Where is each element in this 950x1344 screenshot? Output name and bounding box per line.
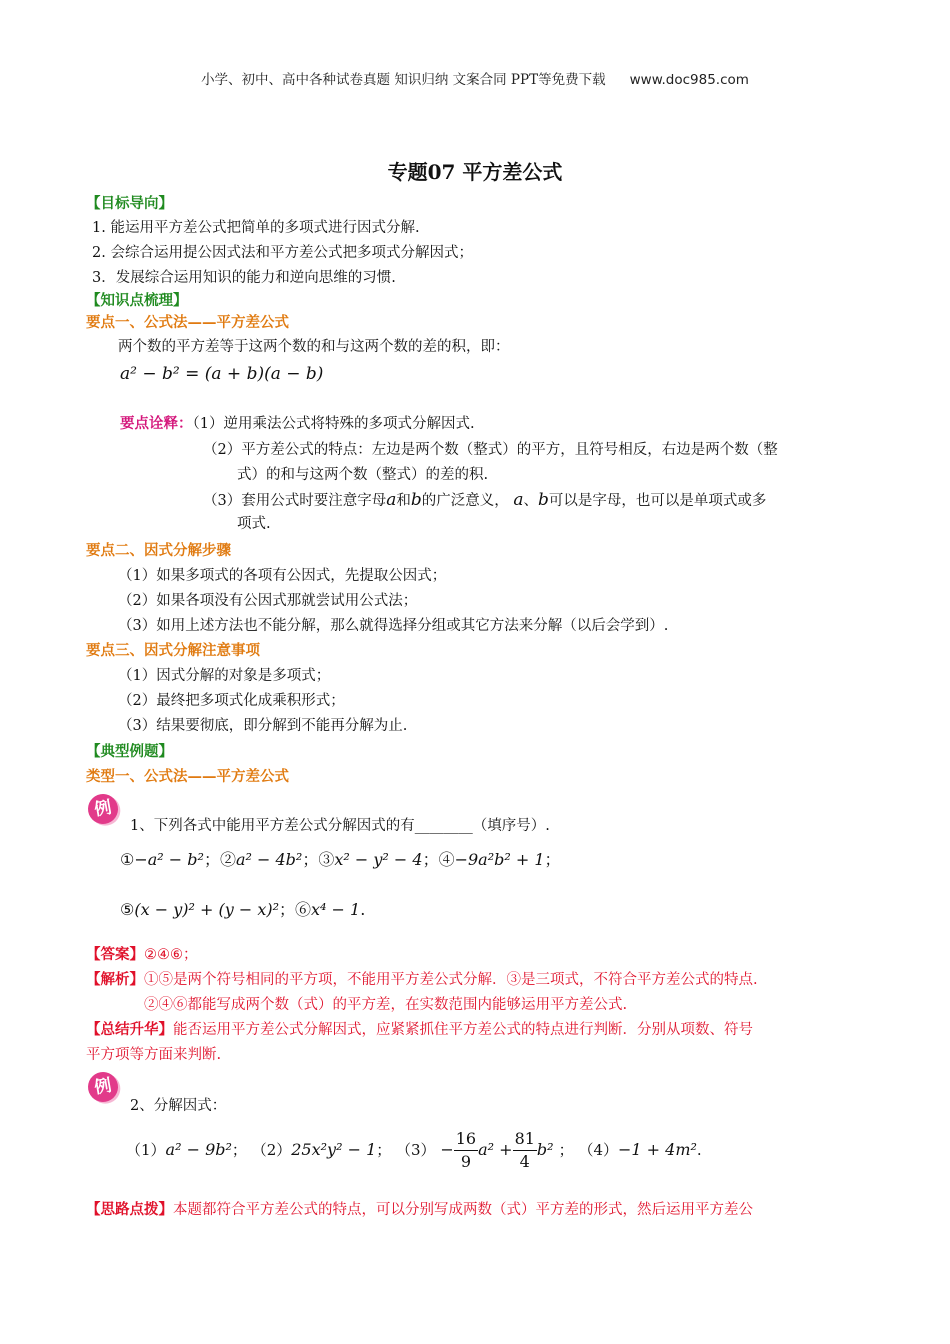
note-3b: 的广泛意义，: [421, 493, 509, 509]
ex2-parts: [126, 1122, 702, 1178]
point3-heading: 要点三、因式分解注意事项: [86, 642, 260, 659]
opt-5-label: ⑤: [120, 900, 135, 919]
ex2-question: 2、分解因式：: [130, 1098, 227, 1114]
denominator: 4: [519, 1152, 530, 1171]
var-a-2: a: [513, 490, 524, 510]
point2-item: （3）如用上述方法也不能分解，那么就得选择分组或其它方法来分解（以后会学到）.: [118, 618, 669, 634]
opt-end: .: [360, 900, 366, 919]
point1-formula: a² − b² = (a + b)(a − b): [120, 364, 324, 384]
example-badge-icon: 例: [86, 792, 121, 827]
analysis-text-2: ②④⑥都能写成两个数（式）的平方差，在实数范围内能够运用平方差公式.: [144, 997, 628, 1013]
example-badge-icon: 例: [86, 1070, 121, 1105]
type1-heading: 类型一、公式法——平方差公式: [86, 768, 289, 785]
note-3d: 项式.: [237, 516, 271, 532]
opt-3-expr: x² − y² − 4: [334, 850, 423, 869]
opt-1-expr: −a² − b²: [134, 850, 204, 869]
note-line-1: [120, 414, 475, 434]
goal-item: 1. 能运用平方差公式把简单的多项式进行因式分解.: [92, 220, 420, 236]
opt-1-label: ①: [120, 850, 135, 869]
note-3-and: 和: [396, 493, 411, 509]
note-2b: 式）的和与这两个数（整式）的差的积.: [237, 467, 489, 483]
point1-desc: 两个数的平方差等于这两个数的和与这两个数的差的积，即：: [118, 339, 510, 355]
point3-item: （2）最终把多项式化成乘积形式；: [118, 693, 345, 709]
part-3-end: b²: [536, 1140, 554, 1159]
ex1-answer: [86, 945, 198, 965]
summary-label: 【总结升华】: [86, 1021, 173, 1038]
header-site: www.doc985.com: [629, 72, 749, 88]
page-title: 专题07 平方差公式: [387, 160, 563, 184]
denominator: 9: [460, 1152, 472, 1171]
ex1-question: 1、下列各式中能用平方差公式分解因式的有________（填序号）.: [130, 818, 550, 834]
part-2-expr: 25x²y² − 1: [291, 1140, 377, 1159]
part-2-label: ； （2）: [231, 1141, 292, 1159]
answer-text: ②④⑥；: [144, 947, 198, 963]
opt-5-expr: (x − y)² + (y − x)²: [134, 900, 279, 919]
parts-end: .: [696, 1141, 702, 1159]
var-b: b: [410, 490, 422, 510]
answer-label: 【答案】: [86, 946, 144, 963]
point1-heading: 要点一、公式法——平方差公式: [86, 314, 289, 331]
point2-item: （2）如果各项没有公因式那就尝试用公式法；: [118, 593, 418, 609]
note-3-sep: 、: [523, 493, 539, 509]
opt-2-label: ；②: [203, 850, 236, 869]
part-3-expr: [440, 1129, 558, 1171]
part-4-expr: −1 + 4m²: [617, 1140, 697, 1159]
page-header: [0, 68, 950, 88]
fraction: [454, 1128, 478, 1173]
ex2-hint: [86, 1200, 753, 1220]
part-3-mid: a² +: [478, 1140, 513, 1159]
numerator: 16: [454, 1128, 478, 1151]
part-1-label: （1）: [126, 1141, 166, 1159]
opt-6-label: ；⑥: [279, 900, 312, 919]
fraction: [513, 1128, 537, 1173]
ex1-summary: [86, 1020, 753, 1040]
ex1-analysis: [86, 970, 758, 990]
hint-text: 本题都符合平方差公式的特点，可以分别写成两数（式）平方差的形式，然后运用平方差公: [173, 1202, 753, 1218]
part-4-label: ； （4）: [558, 1141, 618, 1159]
point2-item: （1）如果多项式的各项有公因式，先提取公因式；: [118, 568, 447, 584]
opt-sep: ；: [544, 850, 561, 869]
part-3-sign: −: [440, 1140, 454, 1159]
opt-4-expr: −9a²b² + 1: [454, 850, 545, 869]
part-1-expr: a² − 9b²: [165, 1140, 232, 1159]
note-3c: 可以是字母，也可以是单项式或多: [548, 493, 767, 509]
opt-4-label: ；④: [422, 850, 455, 869]
note-line-3: [203, 490, 766, 511]
opt-6-expr: x⁴ − 1: [311, 900, 361, 919]
analysis-text-1: ①⑤是两个符号相同的平方项，不能用平方差公式分解．③是三项式，不符合平方差公式的特点.: [144, 972, 758, 988]
opt-2-expr: a² − 4b²: [235, 850, 303, 869]
summary-text-1: 能否运用平方差公式分解因式，应紧紧抓住平方差公式的特点进行判断．分别从项数、符号: [173, 1022, 753, 1038]
goal-item: 2. 会综合运用提公因式法和平方差公式把多项式分解因式；: [92, 245, 473, 261]
point2-heading: 要点二、因式分解步骤: [86, 542, 231, 559]
opt-3-label: ；③: [302, 850, 335, 869]
part-3-label: ； （3）: [376, 1141, 436, 1159]
numerator: 81: [513, 1128, 537, 1151]
note-2a: （2）平方差公式的特点：左边是两个数（整式）的平方，且符号相反，右边是两个数（整: [203, 442, 778, 458]
ex1-options-line1: [120, 848, 561, 872]
hint-label: 【思路点拨】: [86, 1201, 173, 1218]
var-a: a: [386, 490, 397, 510]
header-text: 小学、初中、高中各种试卷真题 知识归纳 文案合同 PPT等免费下载: [201, 72, 606, 88]
goal-item: 3．发展综合运用知识的能力和逆向思维的习惯.: [92, 270, 396, 286]
examples-heading: 【典型例题】: [86, 743, 173, 760]
analysis-label: 【解析】: [86, 971, 144, 988]
goals-heading: 【目标导向】: [86, 195, 173, 212]
note-3a: （3）套用公式时要注意字母: [203, 493, 387, 509]
point3-item: （3）结果要彻底，即分解到不能再分解为止.: [118, 718, 408, 734]
note-1: （1）逆用乘法公式将特殊的多项式分解因式.: [192, 416, 475, 432]
ex1-options-line2: [120, 898, 365, 922]
summary-text-2: 平方项等方面来判断.: [86, 1047, 222, 1063]
knowledge-heading: 【知识点梳理】: [86, 292, 188, 309]
note-label: 要点诠释：: [120, 415, 193, 432]
var-b-2: b: [538, 490, 549, 510]
point3-item: （1）因式分解的对象是多项式；: [118, 668, 331, 684]
